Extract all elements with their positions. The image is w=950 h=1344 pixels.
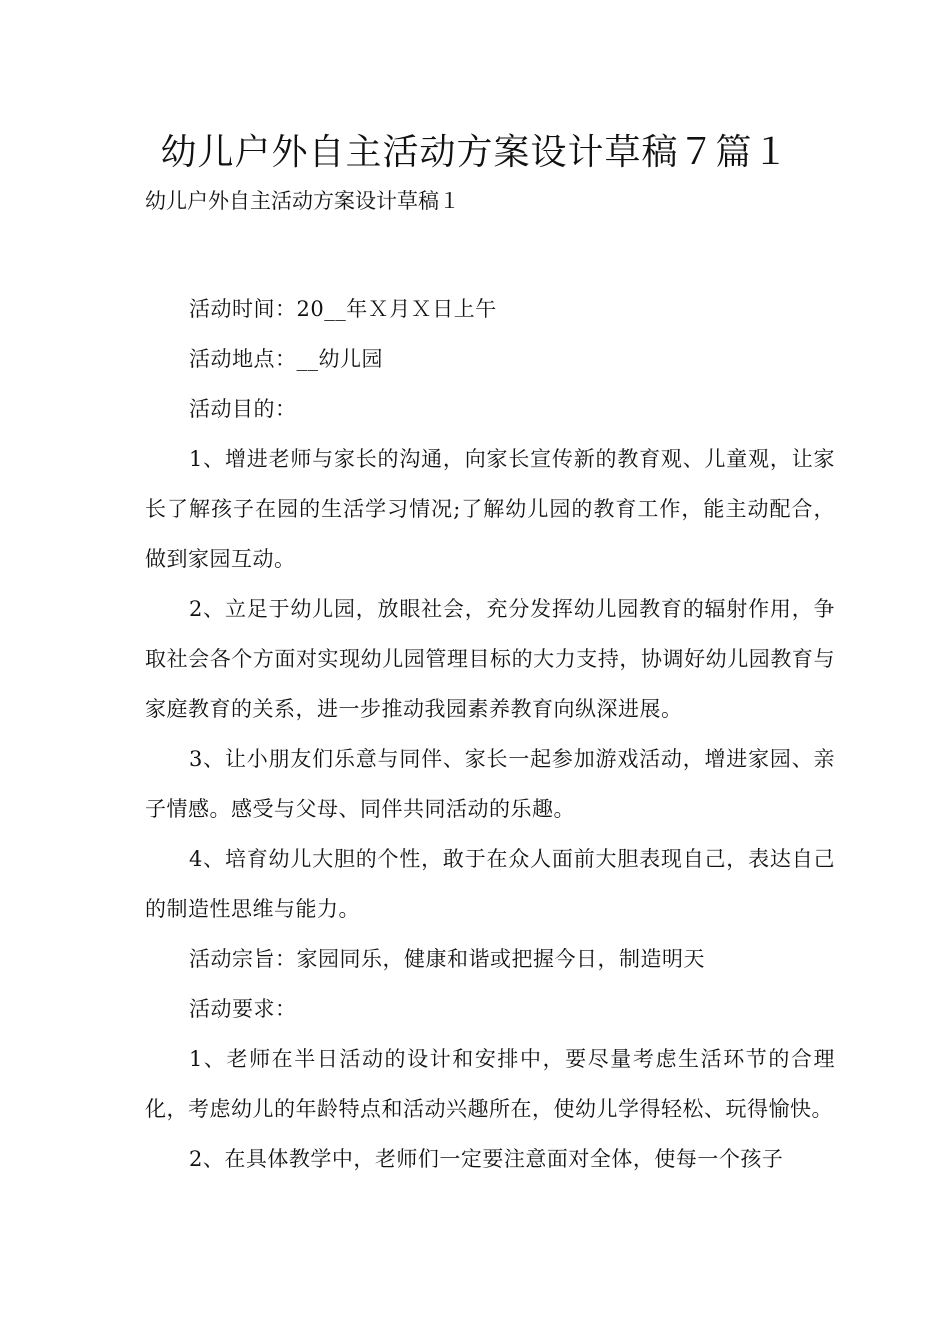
paragraph-purpose-4: 4、培育幼儿大胆的个性，敢于在众人面前大胆表现自己，表达自己的制造性思维与能力。 [145,847,835,921]
document-subtitle: 幼儿户外自主活动方案设计草稿１ [145,189,460,213]
paragraph-activity-time: 活动时间：20__年Ｘ月Ｘ日上午 [189,297,497,321]
paragraph-purpose-3: 3、让小朋友们乐意与同伴、家长一起参加游戏活动，增进家园、亲子情感。感受与父母、同伴共同活动的乐趣。 [145,747,835,821]
paragraph-activity-requirements-heading: 活动要求： [189,997,297,1021]
paragraph-activity-purpose-heading: 活动目的： [189,397,297,421]
paragraph-activity-tenet: 活动宗旨：家园同乐，健康和谐或把握今日，制造明天 [189,947,705,971]
paragraph-requirement-1: 1、老师在半日活动的设计和安排中，要尽量考虑生活环节的合理化，考虑幼儿的年龄特点和活动兴趣所在，使幼儿学得轻松、玩得愉快。 [145,1047,835,1121]
paragraph-purpose-2: 2、立足于幼儿园，放眼社会，充分发挥幼儿园教育的辐射作用，争取社会各个方面对实现幼儿园管理目标的大力支持，协调好幼儿园教育与家庭教育的关系，进一步推动我园素养教育向纵深进展。 [145,597,835,721]
document-body [145,284,835,1184]
paragraph-requirement-2: 2、在具体教学中，老师们一定要注意面对全体，使每一个孩子 [189,1147,784,1171]
document-title: 幼儿户外自主活动方案设计草稿７篇１ [160,132,790,173]
paragraph-activity-location: 活动地点：__幼儿园 [189,347,383,371]
paragraph-purpose-1: 1、增进老师与家长的沟通，向家长宣传新的教育观、儿童观，让家长了解孩子在园的生活学习情况;了解幼儿园的教育工作，能主动配合，做到家园互动。 [145,447,835,571]
